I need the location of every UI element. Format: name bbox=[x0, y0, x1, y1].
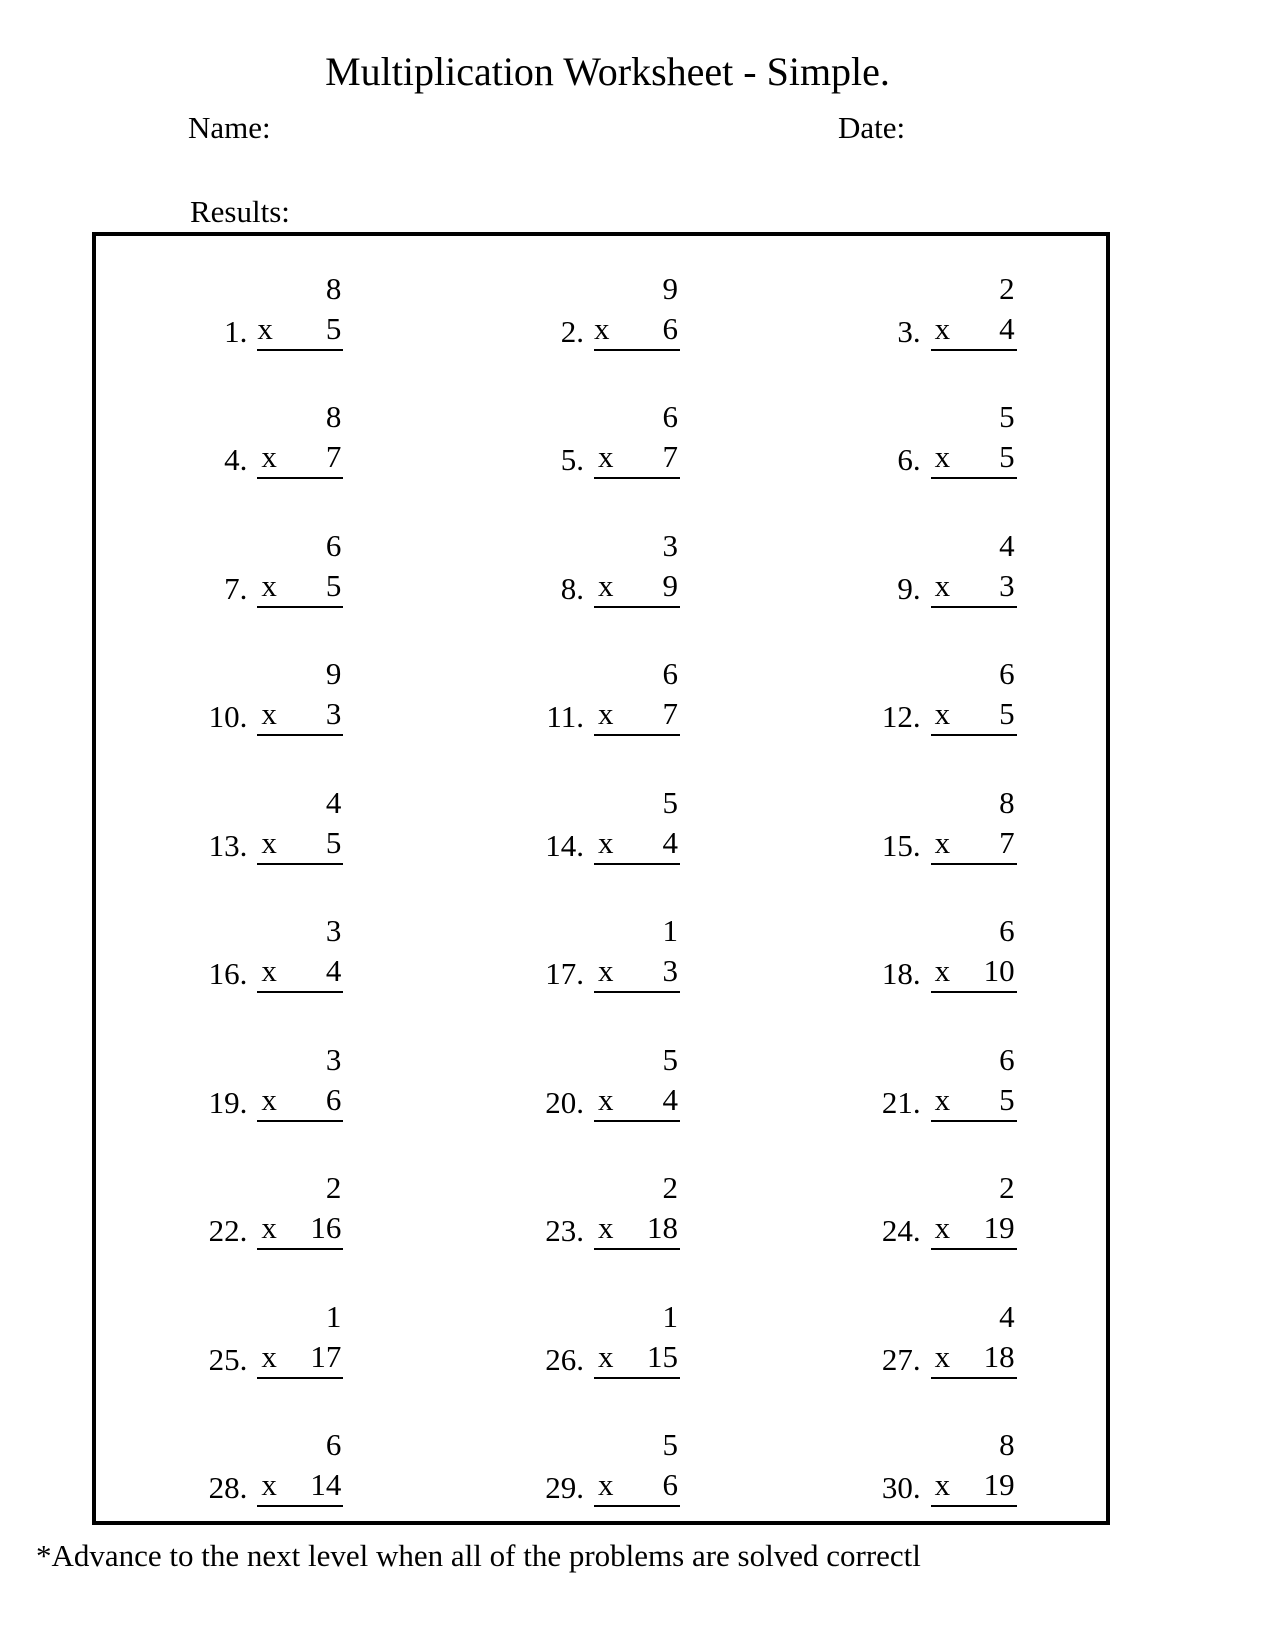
multiplication-sign: x bbox=[934, 310, 951, 346]
operand-bottom bbox=[931, 309, 1017, 351]
operand-top: 4 bbox=[999, 527, 1015, 563]
problem-number: 2. bbox=[560, 313, 584, 349]
name-label: Name: bbox=[188, 110, 271, 145]
worksheet-title: Multiplication Worksheet - Simple. bbox=[325, 49, 890, 94]
operand-top: 8 bbox=[999, 1427, 1015, 1462]
problem-number: 27. bbox=[881, 1341, 921, 1377]
operand-top: 6 bbox=[999, 656, 1015, 691]
multiplier-value: 4 bbox=[325, 953, 342, 988]
multiplier-value: 9 bbox=[662, 567, 678, 603]
problem-operands bbox=[257, 1425, 343, 1507]
operand-bottom bbox=[257, 1080, 343, 1122]
operand-top: 8 bbox=[325, 399, 342, 434]
problem-operands bbox=[594, 526, 680, 608]
operand-top: 1 bbox=[662, 1298, 678, 1334]
operand-top: 4 bbox=[999, 1298, 1015, 1334]
operand-bottom bbox=[257, 437, 343, 479]
problem-20 bbox=[433, 1007, 770, 1136]
problem-number: 23. bbox=[545, 1213, 584, 1248]
multiplier-value: 4 bbox=[662, 824, 678, 860]
problem-9 bbox=[769, 493, 1106, 622]
problem-operands bbox=[257, 1040, 343, 1122]
problem-number: 8. bbox=[560, 570, 584, 606]
multiplication-sign: x bbox=[597, 696, 614, 731]
multiplier-value: 7 bbox=[662, 696, 678, 731]
operand-bottom bbox=[594, 1465, 680, 1507]
problem-17 bbox=[433, 879, 770, 1008]
multiplication-sign: x bbox=[597, 1467, 614, 1502]
problem-number: 18. bbox=[881, 956, 921, 991]
operand-bottom bbox=[931, 1208, 1017, 1250]
multiplication-sign: x bbox=[597, 567, 614, 603]
operand-top: 4 bbox=[325, 784, 342, 820]
multiplier-value: 6 bbox=[325, 1081, 342, 1117]
multiplication-sign: x bbox=[261, 567, 277, 603]
operand-top: 1 bbox=[325, 1298, 342, 1334]
problem-number: 17. bbox=[545, 956, 584, 991]
multiplication-sign: x bbox=[934, 1210, 951, 1245]
problem-30 bbox=[769, 1393, 1106, 1522]
operand-bottom bbox=[257, 1337, 343, 1379]
problem-7 bbox=[96, 493, 433, 622]
multiplier-value: 5 bbox=[325, 824, 342, 860]
operand-bottom bbox=[931, 1337, 1017, 1379]
multiplication-sign: x bbox=[261, 696, 277, 731]
multiplication-sign: x bbox=[934, 439, 951, 474]
multiplier-value: 16 bbox=[310, 1210, 342, 1245]
multiplier-value: 3 bbox=[999, 567, 1015, 603]
operand-bottom bbox=[594, 823, 680, 865]
operand-bottom bbox=[594, 1337, 680, 1379]
operand-top: 3 bbox=[325, 1041, 342, 1077]
problem-5 bbox=[433, 365, 770, 494]
problem-operands bbox=[931, 526, 1017, 608]
problem-23 bbox=[433, 1136, 770, 1265]
operand-bottom bbox=[931, 437, 1017, 479]
problem-number: 19. bbox=[208, 1084, 248, 1120]
problem-operands bbox=[257, 1168, 343, 1250]
problem-operands bbox=[594, 1297, 680, 1379]
problem-25 bbox=[96, 1264, 433, 1393]
multiplication-sign: x bbox=[597, 953, 614, 988]
problem-3 bbox=[769, 236, 1106, 365]
problem-operands bbox=[257, 526, 343, 608]
multiplier-value: 14 bbox=[310, 1467, 342, 1502]
operand-top: 6 bbox=[662, 399, 678, 434]
multiplier-value: 3 bbox=[662, 953, 678, 988]
operand-top: 8 bbox=[999, 784, 1015, 820]
operand-bottom bbox=[594, 951, 680, 993]
operand-top: 5 bbox=[662, 1427, 678, 1462]
problem-number: 13. bbox=[208, 827, 248, 863]
operand-top: 8 bbox=[325, 270, 342, 306]
multiplier-value: 3 bbox=[325, 696, 342, 731]
operand-top: 2 bbox=[325, 1170, 342, 1205]
problem-number: 7. bbox=[224, 570, 248, 606]
multiplication-sign: x bbox=[261, 439, 277, 474]
problem-number: 16. bbox=[208, 956, 248, 991]
problem-26 bbox=[433, 1264, 770, 1393]
problem-operands bbox=[594, 269, 680, 351]
operand-top: 1 bbox=[662, 913, 678, 948]
problem-number: 28. bbox=[208, 1470, 248, 1505]
operand-top: 2 bbox=[999, 1170, 1015, 1205]
multiplier-value: 19 bbox=[983, 1210, 1015, 1245]
multiplier-value: 6 bbox=[662, 310, 678, 346]
operand-top: 5 bbox=[662, 784, 678, 820]
multiplication-sign: x bbox=[934, 953, 951, 988]
multiplier-value: 5 bbox=[325, 567, 342, 603]
problem-operands bbox=[931, 1040, 1017, 1122]
multiplier-value: 5 bbox=[325, 310, 342, 346]
operand-bottom bbox=[594, 694, 680, 736]
problem-operands bbox=[257, 783, 343, 865]
operand-bottom bbox=[931, 566, 1017, 608]
operand-bottom bbox=[594, 1080, 680, 1122]
problem-number: 21. bbox=[881, 1084, 921, 1120]
problem-number: 3. bbox=[897, 313, 921, 349]
problems-box bbox=[92, 232, 1110, 1525]
multiplication-sign: x bbox=[261, 953, 277, 988]
problem-16 bbox=[96, 879, 433, 1008]
problem-number: 25. bbox=[208, 1341, 248, 1377]
multiplication-sign: x bbox=[934, 824, 951, 860]
problem-operands bbox=[257, 397, 343, 479]
operand-top: 9 bbox=[325, 656, 342, 691]
problem-2 bbox=[433, 236, 770, 365]
multiplier-value: 7 bbox=[999, 824, 1015, 860]
problem-19 bbox=[96, 1007, 433, 1136]
problem-10 bbox=[96, 622, 433, 751]
multiplier-value: 18 bbox=[983, 1338, 1015, 1374]
multiplication-sign: x bbox=[261, 1338, 277, 1374]
problem-15 bbox=[769, 750, 1106, 879]
problem-number: 24. bbox=[881, 1213, 921, 1248]
multiplication-sign: x bbox=[593, 310, 610, 346]
problem-number: 12. bbox=[881, 699, 921, 734]
multiplier-value: 6 bbox=[662, 1467, 678, 1502]
problem-operands bbox=[931, 1168, 1017, 1250]
operand-top: 5 bbox=[999, 399, 1015, 434]
operand-bottom bbox=[931, 823, 1017, 865]
operand-bottom bbox=[931, 1080, 1017, 1122]
operand-bottom bbox=[931, 951, 1017, 993]
operand-top: 6 bbox=[999, 1041, 1015, 1077]
problem-operands bbox=[594, 911, 680, 993]
problem-27 bbox=[769, 1264, 1106, 1393]
multiplication-sign: x bbox=[934, 696, 951, 731]
problem-number: 26. bbox=[545, 1341, 584, 1377]
multiplication-sign: x bbox=[597, 824, 614, 860]
footer-note: *Advance to the next level when all of the problems are solved correctl bbox=[36, 1538, 921, 1573]
problem-8 bbox=[433, 493, 770, 622]
problem-operands bbox=[931, 1297, 1017, 1379]
operand-bottom bbox=[594, 1208, 680, 1250]
multiplier-value: 5 bbox=[999, 1081, 1015, 1117]
operand-top: 6 bbox=[325, 1427, 342, 1462]
problem-number: 10. bbox=[208, 699, 248, 734]
multiplication-sign: x bbox=[257, 310, 273, 346]
operand-bottom bbox=[257, 309, 343, 351]
operand-top: 2 bbox=[999, 270, 1015, 306]
problem-operands bbox=[594, 783, 680, 865]
multiplication-sign: x bbox=[261, 824, 277, 860]
operand-bottom bbox=[931, 1465, 1017, 1507]
multiplier-value: 4 bbox=[662, 1081, 678, 1117]
problem-operands bbox=[931, 654, 1017, 736]
problem-operands bbox=[257, 911, 343, 993]
operand-top: 9 bbox=[662, 270, 678, 306]
problem-12 bbox=[769, 622, 1106, 751]
problem-operands bbox=[594, 1425, 680, 1507]
problem-14 bbox=[433, 750, 770, 879]
problem-18 bbox=[769, 879, 1106, 1008]
problem-operands bbox=[594, 1040, 680, 1122]
problem-operands bbox=[594, 654, 680, 736]
multiplier-value: 7 bbox=[662, 439, 678, 474]
problem-number: 9. bbox=[897, 570, 921, 606]
problems-grid bbox=[96, 236, 1106, 1521]
problem-number: 20. bbox=[545, 1084, 584, 1120]
multiplication-sign: x bbox=[934, 567, 951, 603]
operand-bottom bbox=[257, 823, 343, 865]
problem-operands bbox=[931, 783, 1017, 865]
multiplication-sign: x bbox=[934, 1338, 951, 1374]
operand-bottom bbox=[257, 1465, 343, 1507]
operand-top: 2 bbox=[662, 1170, 678, 1205]
problem-number: 6. bbox=[897, 442, 921, 477]
multiplier-value: 7 bbox=[325, 439, 342, 474]
multiplier-value: 5 bbox=[999, 696, 1015, 731]
multiplier-value: 4 bbox=[999, 310, 1015, 346]
problem-1 bbox=[96, 236, 433, 365]
multiplier-value: 15 bbox=[646, 1338, 678, 1374]
multiplier-value: 17 bbox=[310, 1338, 342, 1374]
problem-operands bbox=[931, 1425, 1017, 1507]
operand-top: 5 bbox=[662, 1041, 678, 1077]
problem-number: 22. bbox=[208, 1213, 248, 1248]
operand-bottom bbox=[931, 694, 1017, 736]
problem-operands bbox=[257, 654, 343, 736]
multiplier-value: 10 bbox=[983, 953, 1015, 988]
multiplication-sign: x bbox=[261, 1467, 277, 1502]
problem-number: 14. bbox=[545, 827, 584, 863]
problem-operands bbox=[594, 397, 680, 479]
problem-number: 15. bbox=[881, 827, 921, 863]
problem-28 bbox=[96, 1393, 433, 1522]
multiplication-sign: x bbox=[261, 1081, 277, 1117]
problem-number: 30. bbox=[881, 1470, 921, 1505]
operand-bottom bbox=[257, 566, 343, 608]
multiplication-sign: x bbox=[597, 439, 614, 474]
problem-operands bbox=[931, 269, 1017, 351]
problem-operands bbox=[931, 397, 1017, 479]
problem-29 bbox=[433, 1393, 770, 1522]
date-label: Date: bbox=[838, 110, 906, 145]
operand-bottom bbox=[257, 951, 343, 993]
operand-bottom bbox=[594, 566, 680, 608]
problem-13 bbox=[96, 750, 433, 879]
operand-bottom bbox=[257, 1208, 343, 1250]
problem-24 bbox=[769, 1136, 1106, 1265]
problem-number: 11. bbox=[546, 699, 584, 734]
operand-top: 6 bbox=[662, 656, 678, 691]
multiplier-value: 5 bbox=[999, 439, 1015, 474]
operand-bottom bbox=[594, 437, 680, 479]
problem-22 bbox=[96, 1136, 433, 1265]
problem-operands bbox=[257, 1297, 343, 1379]
operand-bottom bbox=[257, 694, 343, 736]
problem-number: 29. bbox=[545, 1470, 584, 1505]
multiplier-value: 18 bbox=[646, 1210, 678, 1245]
problem-11 bbox=[433, 622, 770, 751]
operand-top: 6 bbox=[999, 913, 1015, 948]
problem-21 bbox=[769, 1007, 1106, 1136]
operand-top: 3 bbox=[662, 527, 678, 563]
problem-operands bbox=[594, 1168, 680, 1250]
problem-number: 5. bbox=[560, 442, 584, 477]
operand-top: 6 bbox=[325, 527, 342, 563]
multiplication-sign: x bbox=[597, 1338, 614, 1374]
problem-6 bbox=[769, 365, 1106, 494]
multiplication-sign: x bbox=[934, 1467, 951, 1502]
multiplication-sign: x bbox=[261, 1210, 277, 1245]
multiplication-sign: x bbox=[597, 1210, 614, 1245]
operand-bottom bbox=[594, 309, 680, 351]
multiplication-sign: x bbox=[597, 1081, 614, 1117]
problem-operands bbox=[257, 269, 343, 351]
multiplication-sign: x bbox=[934, 1081, 951, 1117]
problem-number: 1. bbox=[224, 313, 248, 349]
results-label: Results: bbox=[190, 194, 290, 229]
problem-4 bbox=[96, 365, 433, 494]
problem-number: 4. bbox=[224, 442, 248, 477]
operand-top: 3 bbox=[325, 913, 342, 948]
problem-operands bbox=[931, 911, 1017, 993]
multiplier-value: 19 bbox=[983, 1467, 1015, 1502]
